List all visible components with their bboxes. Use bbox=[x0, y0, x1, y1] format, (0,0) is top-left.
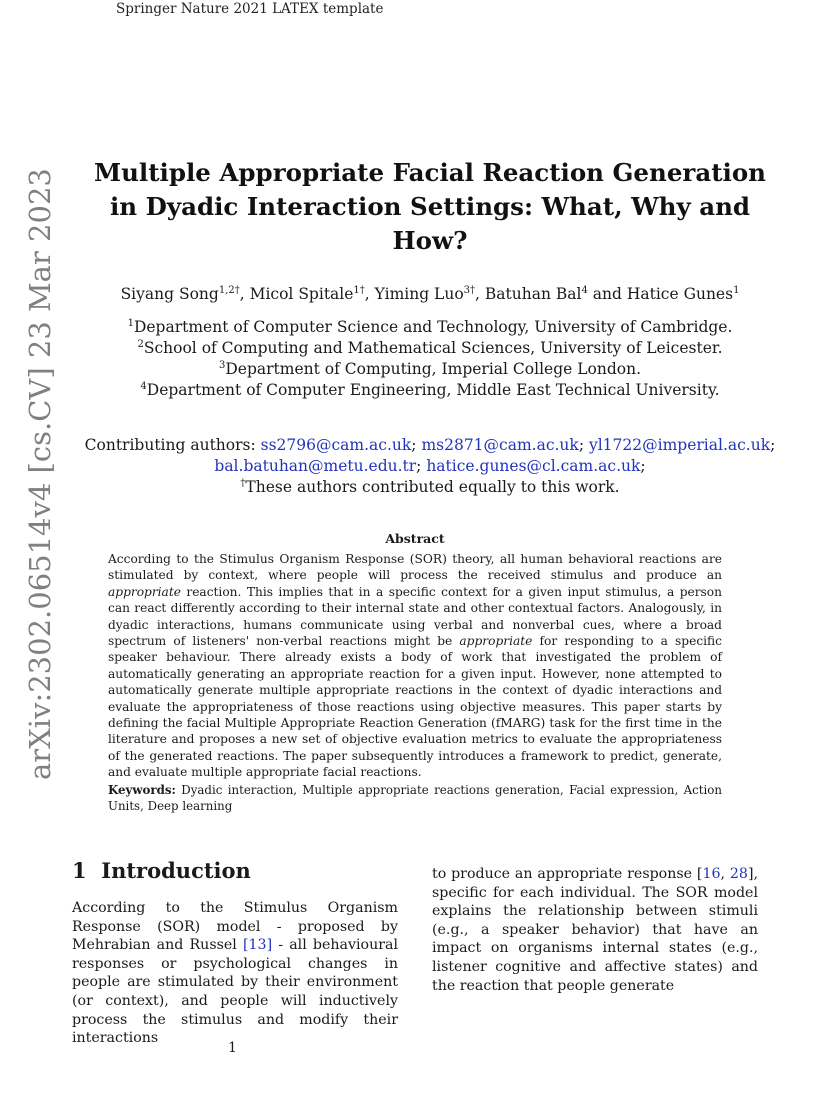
running-header: Springer Nature 2021 LATEX template bbox=[116, 1, 384, 17]
affiliation-sup: 4 bbox=[140, 381, 147, 392]
author-separator: , bbox=[239, 285, 250, 303]
author-and: and bbox=[587, 285, 627, 303]
paper-title bbox=[60, 156, 800, 258]
author-name: Yiming Luo bbox=[374, 285, 464, 303]
author-sup: 3† bbox=[463, 285, 476, 296]
affiliation-item bbox=[60, 359, 800, 380]
contrib-line-1: Contributing authors: ss2796@cam.ac.uk; ms2871@cam.ac.uk; yl1722@imperial.ac.uk; bbox=[84, 436, 776, 454]
section-title: Introduction bbox=[101, 858, 251, 883]
page-number: 1 bbox=[228, 1040, 237, 1056]
citation-separator: , bbox=[720, 866, 730, 882]
title-line-3: How? bbox=[392, 226, 468, 255]
email-link[interactable]: hatice.gunes@cl.cam.ac.uk bbox=[426, 457, 641, 475]
affiliation-text: Department of Computer Science and Technology, University of Cambridge. bbox=[133, 318, 733, 336]
abstract-text: According to the Stimulus Organism Response (SOR) theory, all human behavioral reactions are stimulated by context, where people will process the received stimulus and produce an bbox=[108, 552, 722, 583]
intro-right-column bbox=[432, 865, 758, 995]
affiliation-item bbox=[60, 317, 800, 338]
citation-link[interactable]: [13] bbox=[242, 937, 273, 954]
email-link[interactable]: ss2796@cam.ac.uk bbox=[260, 436, 412, 454]
author-sup: 1 bbox=[733, 285, 740, 296]
abstract-emphasis: appropriate bbox=[459, 634, 533, 649]
email-link[interactable]: ms2871@cam.ac.uk bbox=[421, 436, 579, 454]
author-name: Batuhan Bal bbox=[484, 285, 582, 303]
author-list bbox=[60, 285, 800, 303]
section-number: 1 bbox=[72, 858, 87, 883]
citation-link[interactable]: 16 bbox=[702, 866, 721, 882]
abstract-body bbox=[108, 551, 722, 781]
affiliation-item bbox=[60, 380, 800, 401]
arxiv-stamp: arXiv:2302.06514v4 [cs.CV] 23 Mar 2023 bbox=[23, 168, 57, 780]
keywords-text: Dyadic interaction, Multiple appropriate reactions generation, Facial expression, Action Units, Deep learning bbox=[108, 783, 722, 813]
affiliations bbox=[60, 317, 800, 401]
author-separator: , bbox=[364, 285, 375, 303]
body-text: According to the Stimulus Organism Response (SOR) model - proposed by Mehrabian and Russel bbox=[72, 900, 398, 954]
author-name: Micol Spitale bbox=[249, 285, 354, 303]
affiliation-sup: 1 bbox=[127, 318, 134, 329]
dagger-sup: † bbox=[240, 478, 246, 489]
affiliation-sup: 2 bbox=[137, 339, 144, 350]
intro-left-column bbox=[72, 899, 398, 1048]
abstract-text: for responding to a specific speaker behaviour. There already exists a body of work that investigated the problem of automatically generating an appropriate reaction for a given input. However, none attempted to automatically generate multiple appropriate reactions in the context of dyadic interactions and evaluate the appropriateness of those reactions using objective measures. This paper starts by defining the facial Multiple Appropriate Reaction Generation (fMARG) task for the first time in the literature and proposes a new set of objective evaluation metrics to evaluate the appropriateness of the generated reactions. The paper subsequently introduces a framework to predict, generate, and evaluate multiple appropriate facial reactions. bbox=[108, 634, 722, 780]
keywords-label: Keywords: bbox=[108, 783, 176, 797]
contributing-authors bbox=[60, 435, 800, 498]
equal-note-text: These authors contributed equally to this work. bbox=[245, 478, 620, 496]
body-text: to produce an appropriate response [ bbox=[432, 866, 703, 882]
abstract-heading: Abstract bbox=[385, 531, 445, 546]
email-link[interactable]: yl1722@imperial.ac.uk bbox=[588, 436, 771, 454]
body-text: - all behavioural responses or psychological changes in people are stimulated by their environment (or context), and people will inductively process the stimulus and modify their interactions bbox=[72, 937, 398, 1047]
body-text: ], specific for each individual. The SOR model explains the relationship between stimuli (e.g., a speaker behavior) that have an impact on organisms internal states (e.g., listener cognitive and affective states) and the reaction that people generate bbox=[432, 866, 758, 994]
affiliation-text: Department of Computing, Imperial College London. bbox=[225, 360, 641, 378]
contrib-label: Contributing authors: bbox=[84, 436, 261, 454]
affiliation-text: Department of Computer Engineering, Middle East Technical University. bbox=[146, 381, 720, 399]
contrib-line-2: bal.batuhan@metu.edu.tr; hatice.gunes@cl.cam.ac.uk; bbox=[214, 457, 646, 475]
author-sup: 1† bbox=[353, 285, 365, 296]
email-link[interactable]: bal.batuhan@metu.edu.tr bbox=[214, 457, 417, 475]
author-sup: 4 bbox=[581, 285, 588, 296]
equal-contribution-note bbox=[60, 477, 800, 498]
affiliation-item bbox=[60, 338, 800, 359]
title-line-2: in Dyadic Interaction Settings: What, Why and bbox=[109, 192, 751, 221]
abstract-text: reaction. This implies that in a specific context for a given input stimulus, a person can react differently according to their internal state and other contextual factors. Analogously, in dyadic interactions, humans communicate using verbal and nonverbal cues, where a broad spectrum of listeners' non-verbal reactions might be bbox=[108, 584, 722, 649]
keywords bbox=[108, 782, 722, 814]
abstract-emphasis: appropriate bbox=[108, 584, 181, 599]
citation-link[interactable]: 28 bbox=[729, 866, 748, 882]
section-heading bbox=[72, 858, 251, 883]
author-sup: 1,2† bbox=[218, 285, 240, 296]
title-line-1: Multiple Appropriate Facial Reaction Generation bbox=[94, 158, 766, 187]
author-name: Siyang Song bbox=[120, 285, 219, 303]
author-separator: , bbox=[475, 285, 485, 303]
author-name: Hatice Gunes bbox=[626, 285, 734, 303]
affiliation-text: School of Computing and Mathematical Sciences, University of Leicester. bbox=[143, 339, 723, 357]
affiliation-sup: 3 bbox=[219, 360, 226, 371]
